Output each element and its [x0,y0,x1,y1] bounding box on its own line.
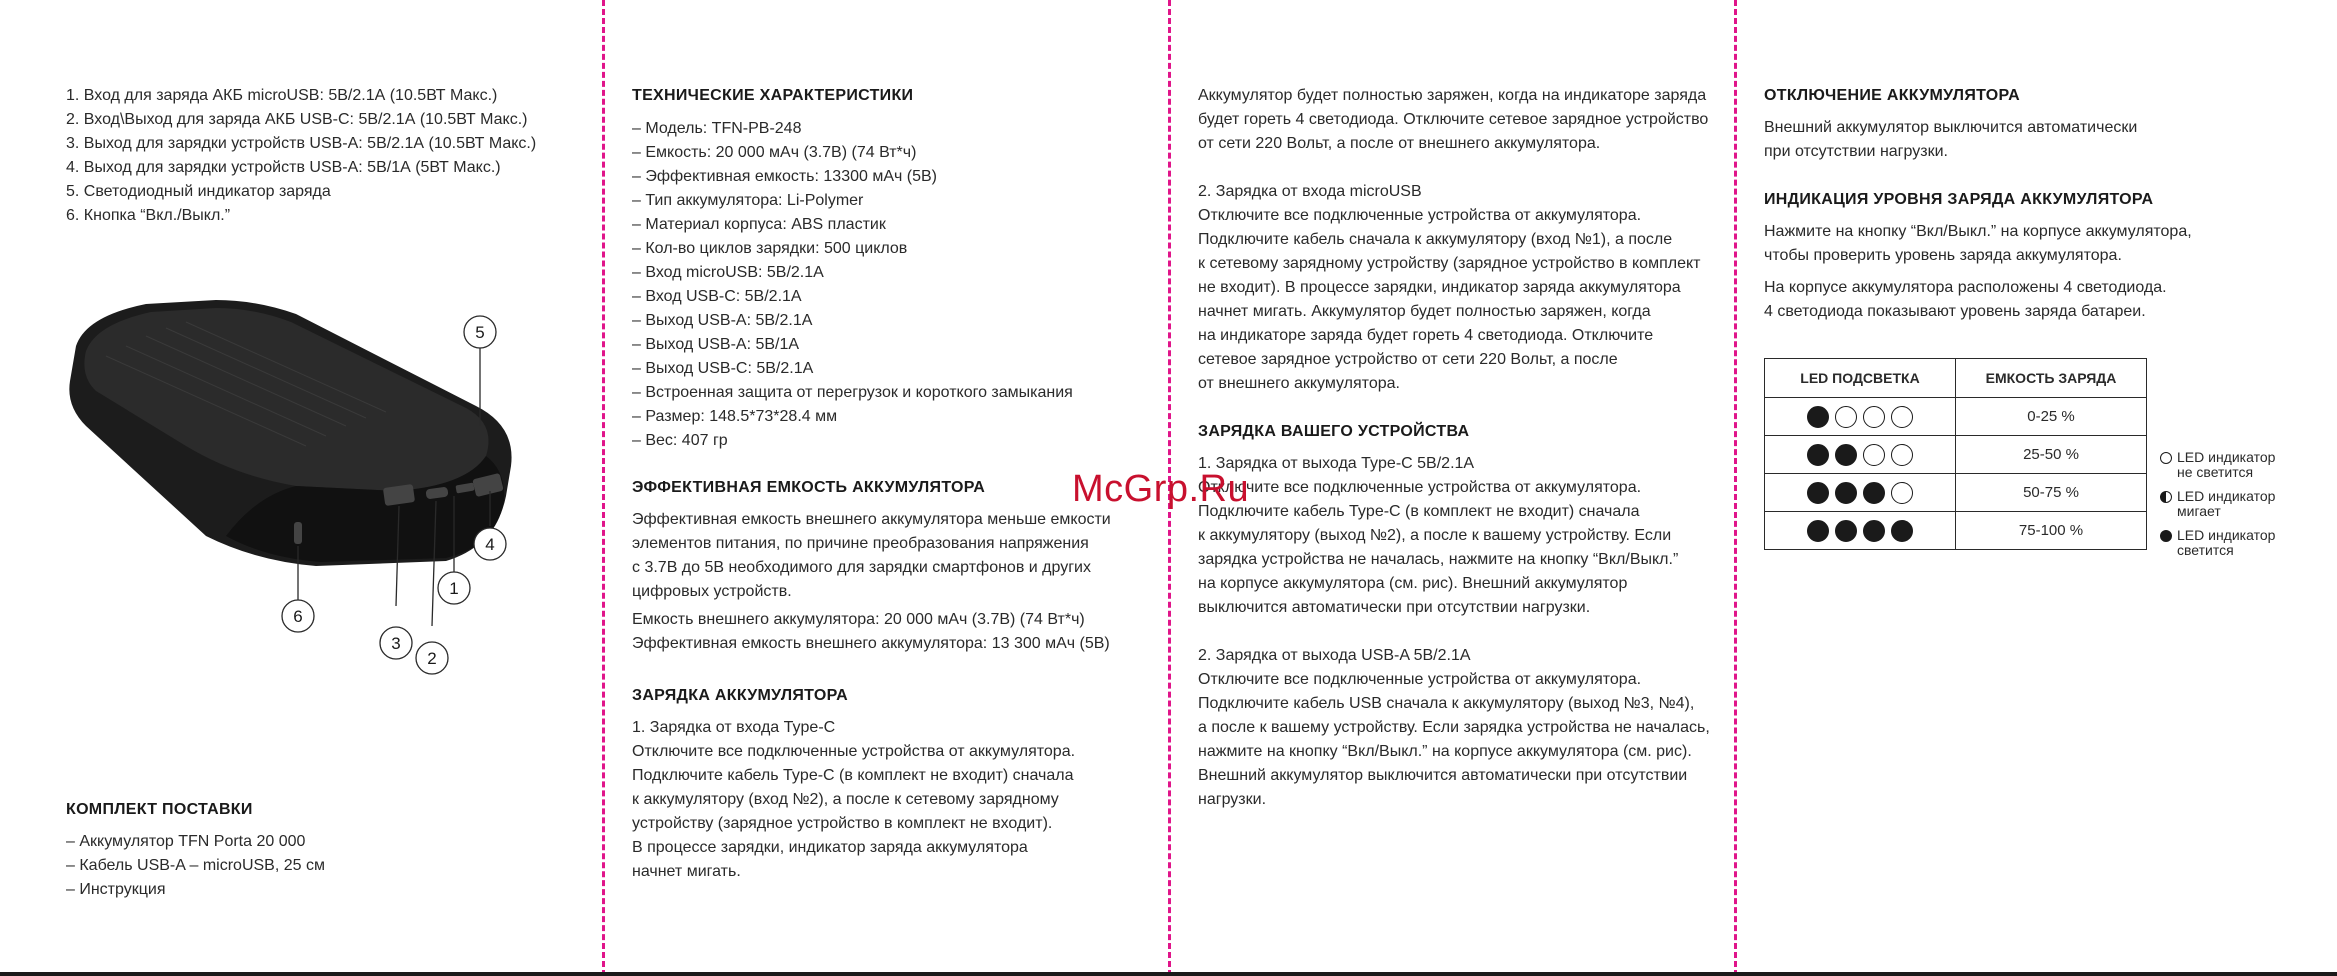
led-off-icon [1891,444,1913,466]
power-off-text: Внешний аккумулятор выключится автоматически при отсутствии нагрузки. [1764,119,2138,160]
spec-item: – Встроенная защита от перегрузок и короткого замыкания [632,384,1073,401]
kit-item: – Аккумулятор TFN Porta 20 000 [66,833,306,850]
led-off-icon [1835,406,1857,428]
led-on-icon [1807,444,1829,466]
spec-item: – Эффективная емкость: 13300 мАч (5В) [632,168,938,185]
effective-capacity-title: ЭФФЕКТИВНАЯ ЕМКОСТЬ АККУМУЛЯТОРА [632,479,986,496]
spec-item: – Вес: 407 гр [632,432,728,449]
parts-item: 1. Вход для заряда АКБ microUSB: 5В/2.1А (10.5ВТ Макс.) [66,87,498,104]
kit-item: – Кабель USB-A – microUSB, 25 см [66,857,325,874]
led-off-icon [1891,406,1913,428]
led-cell [1765,436,1956,474]
output-usba-subtitle: 2. Зарядка от выхода USB-A 5В/2.1А [1198,647,1471,664]
indication-text-2: На корпусе аккумулятора расположены 4 светодиода. 4 светодиода показывают уровень заряда батареи. [1764,279,2167,320]
led-dots [1807,406,1913,428]
specs-list [632,117,1073,453]
indication-title: ИНДИКАЦИЯ УРОВНЯ ЗАРЯДА АККУМУЛЯТОРА [1764,191,2154,208]
callout-label: 4 [485,535,495,554]
table-row [1765,512,2147,550]
led-cell [1765,512,1956,550]
parts-item: 5. Светодиодный индикатор заряда [66,183,331,200]
led-column-header: LED ПОДСВЕТКА [1765,359,1956,398]
column-divider-1 [602,0,605,976]
spec-item: – Вход microUSB: 5В/2.1А [632,264,824,281]
callout-label: 2 [427,649,437,668]
led-level-table [1764,358,2147,550]
effective-capacity-values: Емкость внешнего аккумулятора: 20 000 мАч (3.7В) (74 Вт*ч) Эффективная емкость внешнего аккумулятора: 13 300 мАч (5В) [632,611,1110,652]
callout-label: 6 [293,607,303,626]
parts-item: 6. Кнопка “Вкл./Выкл.” [66,207,231,224]
charging-typec-subtitle: 1. Зарядка от входа Type-C [632,719,836,736]
legend-text: LED индикатор не светится [2177,449,2276,480]
legend-text: LED индикатор мигает [2177,488,2276,519]
led-off-icon [1863,406,1885,428]
spec-item: – Выход USB-A: 5В/2.1А [632,312,813,329]
spec-item: – Емкость: 20 000 мАч (3.7В) (74 Вт*ч) [632,144,917,161]
table-row [1765,474,2147,512]
led-on-icon [1835,444,1857,466]
effective-capacity-text: Эффективная емкость внешнего аккумулятора меньше емкости элементов питания, по причине преобразования напряжения с 3.7В до 5В необходимого для зарядки смартфонов и других цифровых устройств. [632,511,1111,600]
parts-list [66,84,536,228]
led-on-icon [1891,520,1913,542]
capacity-cell: 75-100 % [1956,512,2147,550]
kit-list [66,830,325,902]
callout-label: 3 [391,634,401,653]
specs-title: ТЕХНИЧЕСКИЕ ХАРАКТЕРИСТИКИ [632,87,914,104]
empty-circle-icon [2160,452,2172,464]
callout-label: 5 [475,323,485,342]
spec-item: – Модель: TFN-PB-248 [632,120,802,137]
charging-battery-title: ЗАРЯДКА АККУМУЛЯТОРА [632,687,848,704]
capacity-cell: 50-75 % [1956,474,2147,512]
led-on-icon [1863,520,1885,542]
led-off-icon [1863,444,1885,466]
power-off-title: ОТКЛЮЧЕНИЕ АККУМУЛЯТОРА [1764,87,2020,104]
indication-text-1: Нажмите на кнопку “Вкл/Выкл.” на корпусе аккумулятора, чтобы проверить уровень заряда аккумулятора. [1764,223,2192,264]
capacity-cell: 25-50 % [1956,436,2147,474]
parts-item: 2. Вход\Выход для заряда АКБ USB-C: 5В/2.1А (10.5ВТ Макс.) [66,111,528,128]
table-row [1765,398,2147,436]
legend-text: LED индикатор светится [2177,527,2276,558]
spec-item: – Размер: 148.5*73*28.4 мм [632,408,838,425]
charging-microusb-text: Отключите все подключенные устройства от аккумулятора. Подключите кабель сначала к аккумулятору (вход №1), а после к сетевому зарядному устройству (зарядное устройство в комплект не входит). В процессе зарядки, индикатор заряда аккумулятора начнет мигать. Аккумулятор будет полностью заряжен, когда на индикаторе заряда будет гореть 4 светодиода. Отключите сетевое зарядное устройство от сети 220 Вольт, а после от внешнего аккумулятора. [1198,207,1701,392]
column-divider-3 [1734,0,1737,976]
led-cell [1765,474,1956,512]
led-on-icon [1835,520,1857,542]
callout-label: 1 [449,579,459,598]
charging-typec-text: Отключите все подключенные устройства от аккумулятора. Подключите кабель Type-C (в комплект не входит) сначала к аккумулятору (вход №2), а после к сетевому зарядному устройству (зарядное устройство в комплект не входит). В процессе зарядки, индикатор заряда аккумулятора начнет мигать. [632,743,1076,880]
power-bank-illustration [66,296,526,686]
kit-item: – Инструкция [66,881,166,898]
led-dots [1807,444,1913,466]
led-table-body [1765,398,2147,550]
spec-item: – Вход USB-C: 5В/2.1А [632,288,802,305]
spec-item: – Выход USB-C: 5В/2.1А [632,360,814,377]
led-dots [1807,520,1913,542]
output-typec-text: Отключите все подключенные устройства от аккумулятора. Подключите кабель Type-C (в комплект не входит) сначала к аккумулятору (выход №2), а после к вашему устройству. Если зарядка устройства не началась, нажмите на кнопку “Вкл/Выкл.” на корпусе аккумулятора (см. рис). Внешний аккумулятор выключится автоматически при отсутствии нагрузки. [1198,479,1679,616]
led-dots [1807,482,1913,504]
spec-item: – Выход USB-A: 5В/1А [632,336,800,353]
table-row [1765,436,2147,474]
led-on-icon [1807,482,1829,504]
charging-device-title: ЗАРЯДКА ВАШЕГО УСТРОЙСТВА [1198,423,1470,440]
output-usba-text: Отключите все подключенные устройства от аккумулятора. Подключите кабель USB сначала к аккумулятору (выход №3, №4), а после к вашему устройству. Если зарядка устройства не началась, нажмите на кнопку “Вкл/Выкл.” на корпусе аккумулятора (см. рис). Внешний аккумулятор выключится автоматически при отсутствии нагрузки. [1198,671,1710,808]
led-cell [1765,398,1956,436]
kit-title: КОМПЛЕКТ ПОСТАВКИ [66,801,253,818]
charging-complete-text: Аккумулятор будет полностью заряжен, когда на индикаторе заряда будет гореть 4 светодиода. Отключите сетевое зарядное устройство от сети 220 Вольт, а после от внешнего аккумулятора. [1198,87,1709,152]
parts-item: 4. Выход для зарядки устройств USB-A: 5В/1А (5ВТ Макс.) [66,159,501,176]
led-on-icon [1835,482,1857,504]
led-on-icon [1807,406,1829,428]
power-button [294,522,302,544]
capacity-cell: 0-25 % [1956,398,2147,436]
led-on-icon [1807,520,1829,542]
full-circle-icon [2160,530,2172,542]
led-off-icon [1891,482,1913,504]
capacity-column-header: ЕМКОСТЬ ЗАРЯДА [1956,359,2147,398]
led-on-icon [1863,482,1885,504]
parts-item: 3. Выход для зарядки устройств USB-A: 5В/2.1А (10.5ВТ Макс.) [66,135,537,152]
charging-microusb-subtitle: 2. Зарядка от входа microUSB [1198,183,1422,200]
spec-item: – Материал корпуса: ABS пластик [632,216,886,233]
half-circle-icon [2160,491,2172,503]
bottom-rule [0,972,2337,976]
spec-item: – Тип аккумулятора: Li-Polymer [632,192,864,209]
watermark: McGrp.Ru [1072,468,1250,510]
output-typec-subtitle: 1. Зарядка от выхода Type-C 5В/2.1А [1198,455,1475,472]
spec-item: – Кол-во циклов зарядки: 500 циклов [632,240,908,257]
table-header-row [1765,359,2147,398]
